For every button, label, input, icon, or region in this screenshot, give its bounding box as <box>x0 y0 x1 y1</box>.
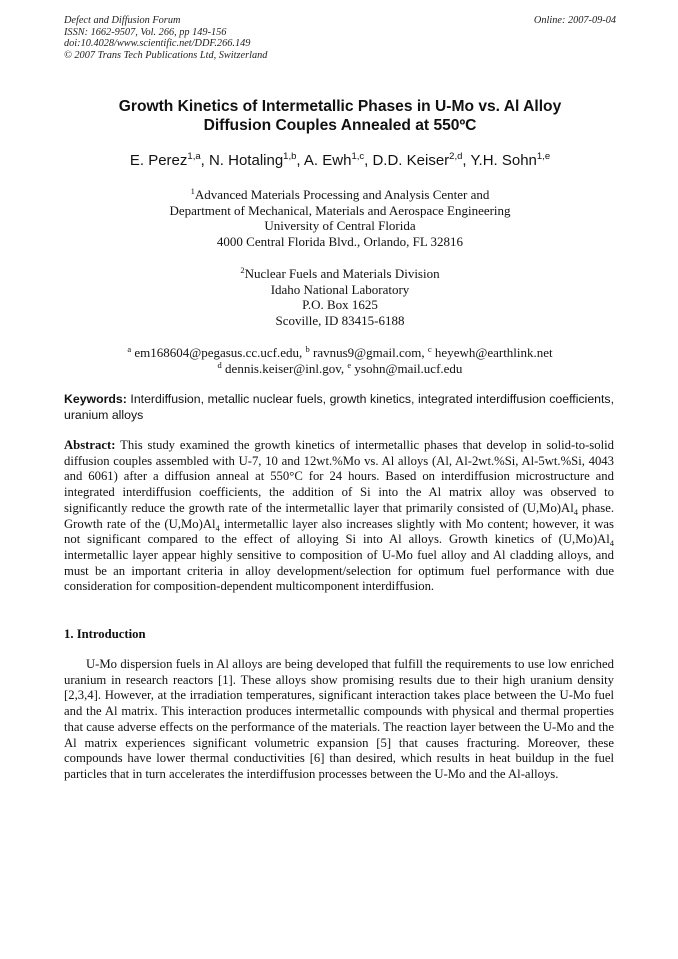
affiliation-line: University of Central Florida <box>264 218 416 234</box>
doi-line: doi:10.4028/www.scientific.net/DDF.266.149 <box>64 38 251 50</box>
journal-name: Defect and Diffusion Forum <box>64 15 181 26</box>
affiliation-line: 4000 Central Florida Blvd., Orlando, FL 32816 <box>216 233 464 249</box>
abstract-label: Abstract: <box>64 438 116 452</box>
author-affiliation-marker: 1,a <box>187 151 201 162</box>
affiliation-line: $^1$Advanced Materials Processing and Analysis Center and <box>190 186 490 202</box>
email-list <box>64 345 616 376</box>
section-heading-introduction: 1. Introduction <box>64 627 146 641</box>
author-name: N. Hotaling <box>208 152 284 169</box>
affiliation-line: Idaho National Laboratory <box>270 281 410 297</box>
author-name: E. Perez <box>129 152 188 169</box>
affiliation-line: P.O. Box 1625 <box>302 297 378 313</box>
title-line-2: Diffusion Couples Annealed at 550ºC <box>203 117 477 134</box>
affiliation-line: Department of Mechanical, Materials and Aerospace Engineering <box>169 202 511 218</box>
affiliation-2 <box>64 266 616 328</box>
keywords-text: Interdiffusion, metallic nuclear fuels, growth kinetics, integrated interdiffusion coefficients, uranium alloys <box>64 392 614 422</box>
email-address: dennis.keiser@inl.gov <box>225 360 341 376</box>
affiliation-marker: 1 <box>190 186 195 196</box>
email-line: $^a$ em168604@pegasus.cc.ucf.edu, $^b$ ravnus9@gmail.com, $^c$ heyewh@earthlink.net <box>127 344 553 360</box>
author-affiliation-marker: 2,d <box>449 151 463 162</box>
email-address: ysohn@mail.ucf.edu <box>354 360 463 376</box>
author-name: A. Ewh <box>303 152 352 169</box>
keywords-section <box>64 392 614 423</box>
keywords-label: Keywords: <box>64 392 127 406</box>
paper-title <box>64 97 616 135</box>
email-line: $^d$ dennis.keiser@inl.gov, $^e$ ysohn@mail.ucf.edu <box>217 359 463 376</box>
author <box>372 152 470 169</box>
email-address: em168604@pegasus.cc.ucf.edu <box>134 345 300 360</box>
author-separator: , <box>200 152 209 169</box>
email-address: ravnus9@gmail.com <box>313 345 422 360</box>
introduction-paragraph: U-Mo dispersion fuels in Al alloys are being developed that fulfill the requirements to use low enriched uranium in research reactors [1]. These alloys show promising results due to their high uranium density [2,3,4]. However, at the irradiation temperatures, significant interaction takes place between the U-Mo fuel and the Al matrix. This interaction produces intermetallic compounds with physical and thermal properties that cause adverse effects on the performance of the materials. The reaction layer between the U-Mo and the Al matrix experiences significant volumetric expansion [5] that causes fracturing. Moreover, these compounds have lower thermal conductivities [6] than desired, which results in heat buildup in the fuel particles that in turn accelerates the interdiffusion processes between the U-Mo and the Al-alloys. <box>64 657 614 781</box>
author <box>304 152 373 169</box>
journal-header <box>64 15 616 61</box>
author-separator: , <box>296 152 304 169</box>
author-name: Y.H. Sohn <box>470 152 537 169</box>
affiliation-line: $^2$Nuclear Fuels and Materials Division <box>240 265 440 281</box>
abstract-section: Abstract: This study examined the growth kinetics of intermetallic phases that develop in solid-to-solid diffusion couples assembled with U-7, 10 and 12wt.%Mo vs. Al alloys (Al, Al-2wt.%Si, Al-5wt.%Si, 4043 and 6061) after a diffusion anneal at 550°C for 24 hours. Based on interdiffusion microstructure and integrated interdiffusion coefficients, the addition of Si into the Al matrix alloy was observed to significantly reduce the growth rate of the intermetallic layer that primarily consisted of $(U,Mo)Al_4$ phase. Growth rate of the $(U,Mo)Al_4$ intermetallic layer also increases slightly with Mo content; however, it was not significant compared to the effect of alloying Si into Al alloys. Growth kinetics of $(U,Mo)Al_4$ intermetallic layer appear highly sensitive to composition of U-Mo fuel alloy and Al cladding alloys, and must be an important criteria in alloy development/selection for optimum fuel performance with due consideration for composition-dependent multicomponent interdiffusion. <box>64 438 614 594</box>
affiliation-marker: 2 <box>240 265 245 275</box>
author <box>130 152 209 169</box>
online-date: Online: 2007-09-04 <box>533 15 616 26</box>
author-affiliation-marker: 1,c <box>351 151 365 162</box>
author <box>209 152 304 169</box>
author-separator: , <box>364 152 373 169</box>
issn-line: ISSN: 1662-9507, Vol. 266, pp 149-156 <box>64 26 227 38</box>
copyright-line: © 2007 Trans Tech Publications Ltd, Switzerland <box>64 49 268 61</box>
author-name: D.D. Keiser <box>372 152 450 169</box>
title-line-1: Growth Kinetics of Intermetallic Phases in U-Mo vs. Al Alloy <box>118 98 562 115</box>
author-affiliation-marker: 1,b <box>283 151 297 162</box>
affiliation-line: Scoville, ID 83415-6188 <box>275 312 405 328</box>
author-affiliation-marker: 1,e <box>536 151 551 162</box>
email-address: heyewh@earthlink.net <box>434 345 553 360</box>
author-list <box>64 151 616 170</box>
affiliation-1 <box>64 187 616 249</box>
author-separator: , <box>462 152 471 169</box>
author <box>470 152 550 169</box>
